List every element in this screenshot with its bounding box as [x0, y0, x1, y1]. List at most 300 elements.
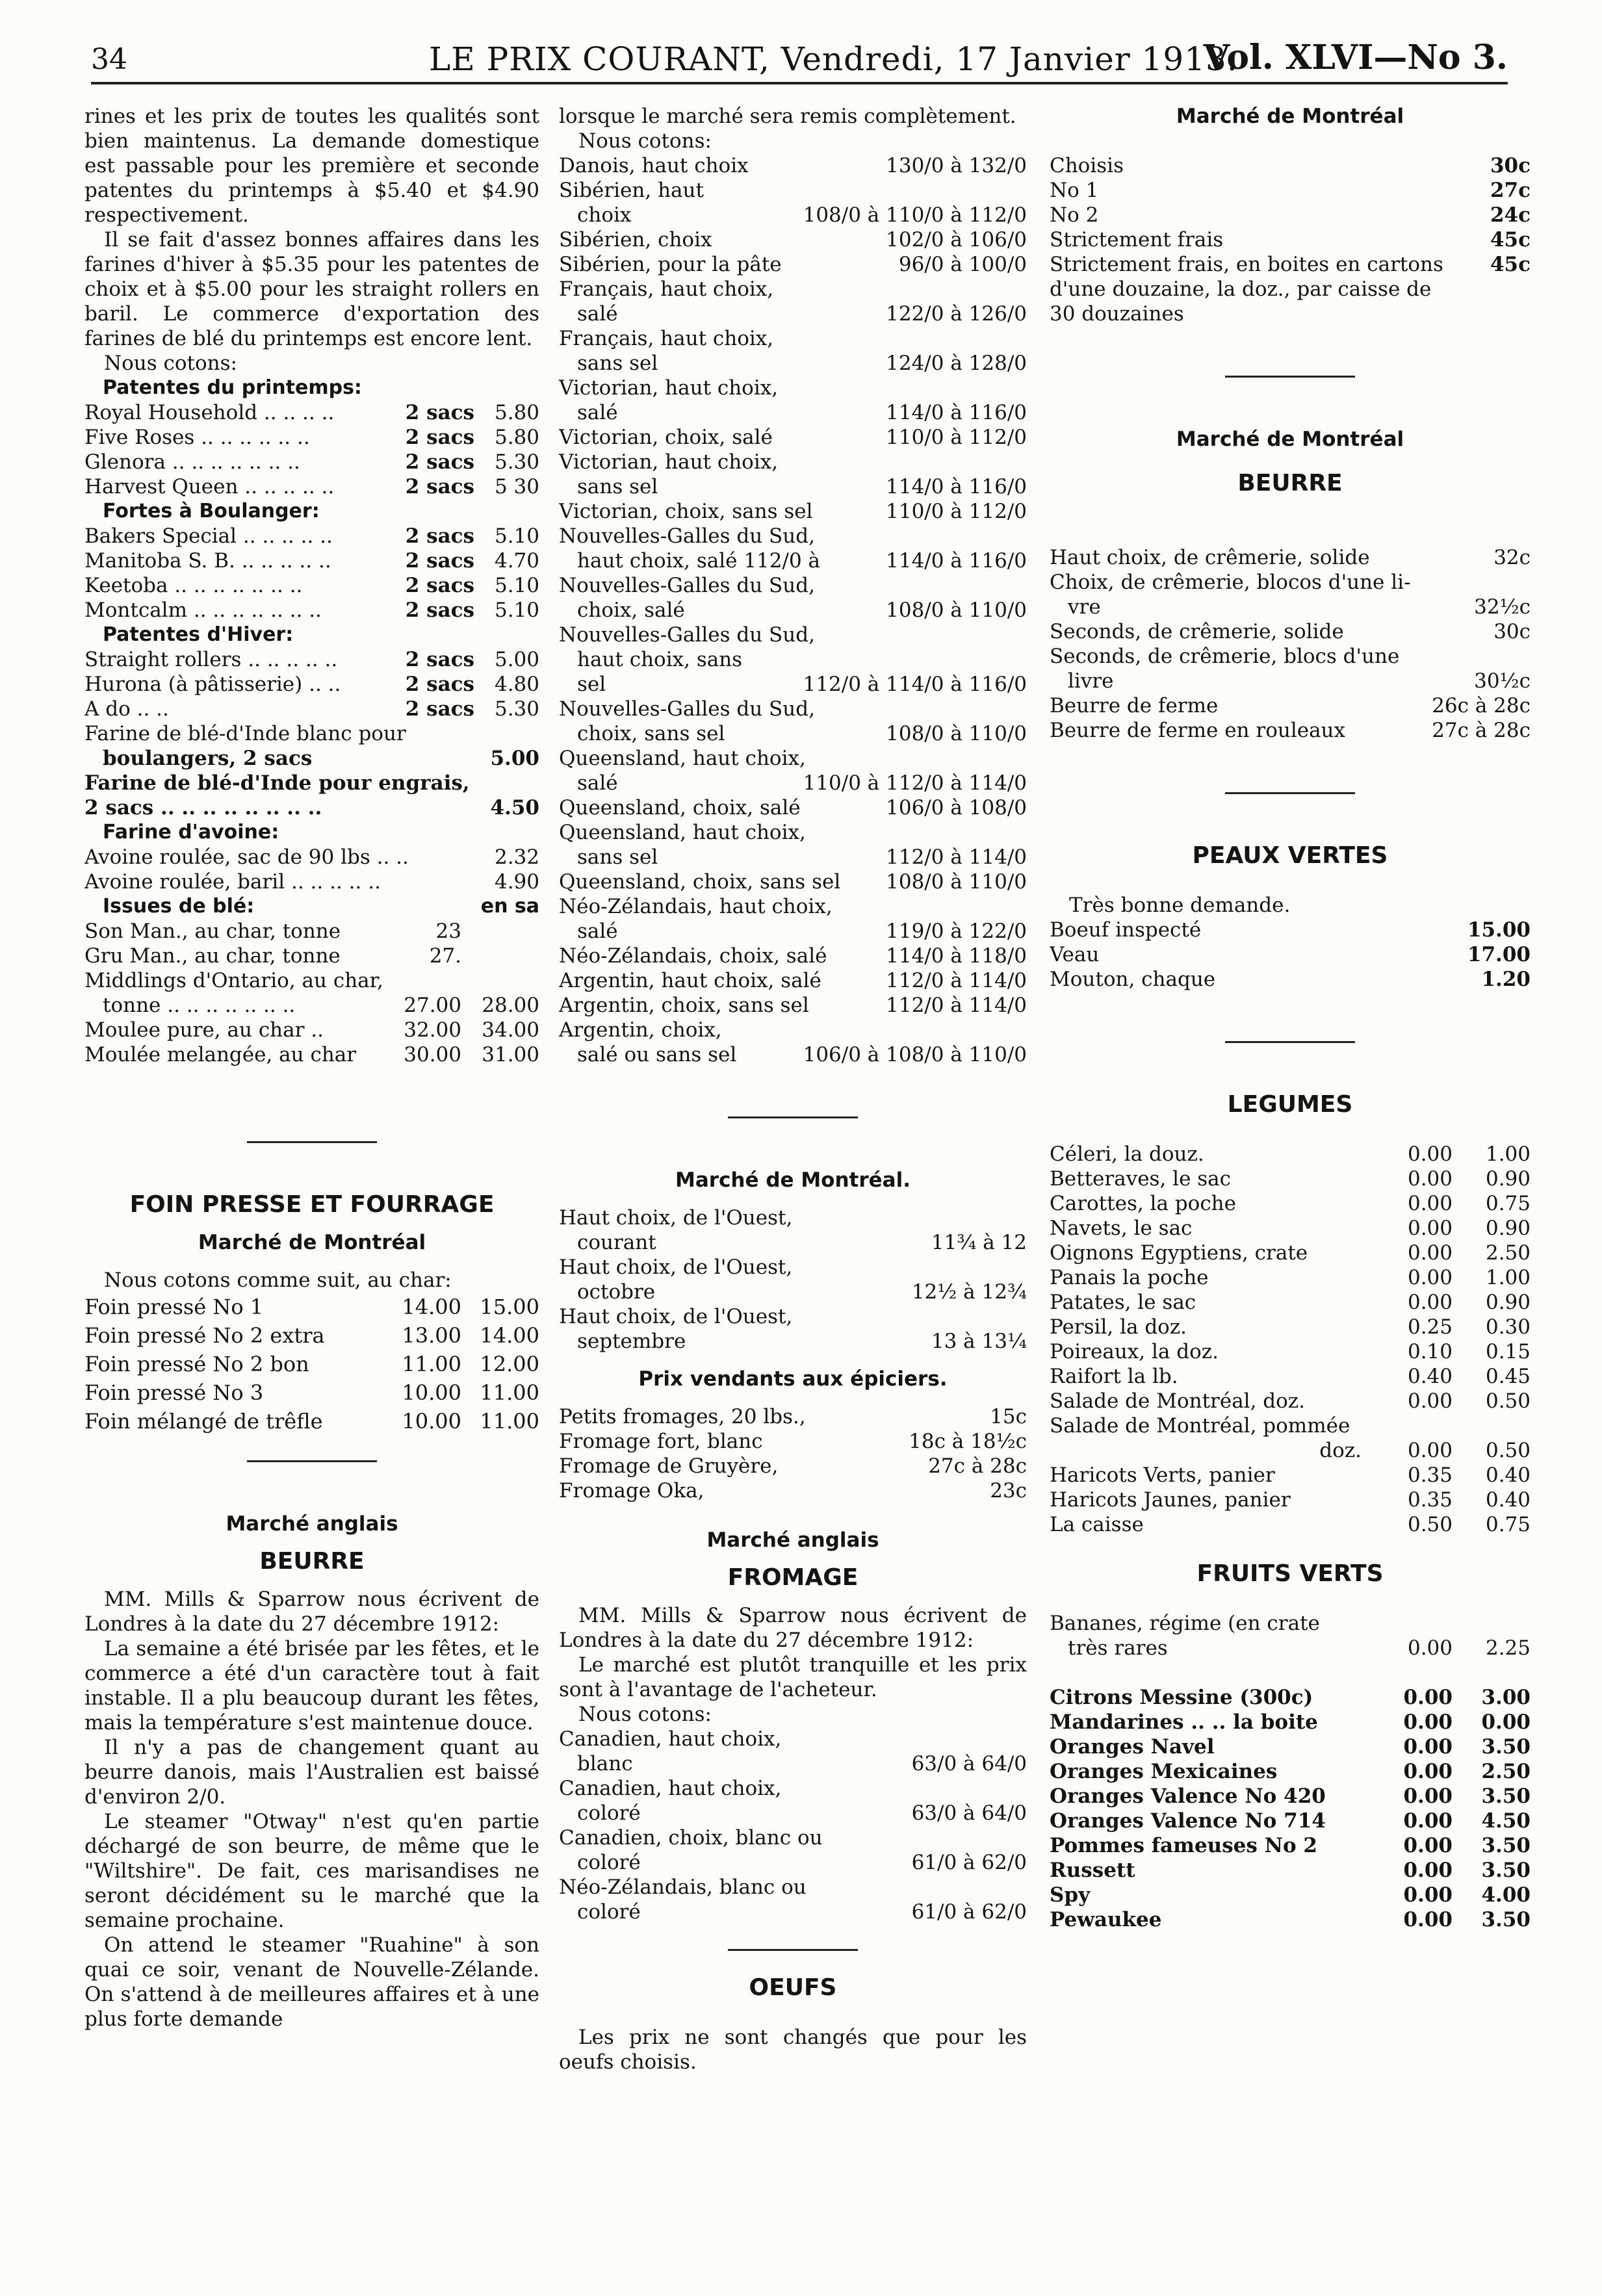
column-3	[1050, 104, 1531, 2281]
ble-inde-engrais-line: Farine de blé-d'Inde pour engrais,	[84, 771, 470, 795]
price-low: 0.00	[1403, 1859, 1453, 1882]
entry-price-row	[559, 252, 1027, 277]
beurre-continued: lorsque le marché sera remis complètement.	[559, 105, 1016, 128]
price-row	[1050, 1735, 1531, 1759]
price-row	[84, 1293, 539, 1321]
entry-price: 27c à 28c	[1432, 719, 1531, 742]
entry-line: Seconds, de crêmerie, blocs d'une	[1050, 645, 1400, 668]
price-low: 0.00	[1407, 1217, 1453, 1240]
item-name: Oignons Egyptiens, crate	[1050, 1241, 1308, 1265]
price-entry	[559, 450, 1027, 499]
nous-cotons-label: Nous cotons:	[578, 129, 712, 153]
price-row	[1050, 967, 1531, 992]
entry-price-row	[559, 1850, 1027, 1875]
product-qty: 2 sacs	[405, 450, 474, 474]
price-row	[1050, 178, 1531, 203]
price-row	[1050, 1907, 1531, 1932]
entry-price-row	[559, 1751, 1027, 1776]
nous-cotons-label: Nous cotons:	[104, 352, 237, 375]
beurre-list	[1050, 545, 1531, 743]
entry-price: 112/0 à 114/0	[886, 845, 1027, 869]
entry-price: 119/0 à 122/0	[886, 920, 1027, 943]
price-entry	[559, 178, 1027, 227]
price-entry	[559, 870, 1027, 894]
oeufs-boite-row	[1050, 252, 1531, 326]
entry-line: Néo-Zélandais, choix, salé	[559, 944, 827, 968]
entry-line: Queensland, choix, sans sel	[559, 870, 841, 894]
item-name: Persil, la doz.	[1050, 1315, 1187, 1339]
item-name: Choisis	[1050, 154, 1124, 177]
entry-line: Beurre de ferme	[1050, 694, 1219, 717]
ble-inde-blanc-line: Farine de blé-d'Inde blanc pour	[84, 722, 406, 745]
entry-line: Nouvelles-Galles du Sud,	[559, 524, 815, 548]
entry-line: sans sel	[577, 845, 658, 869]
price-row	[84, 944, 539, 968]
product-price: 5.30	[494, 450, 539, 474]
entry-price-row	[559, 425, 1027, 450]
product-name: Harvest Queen .. .. .. .. ..	[84, 475, 335, 498]
price-row	[1050, 1191, 1531, 1216]
entry-line: Canadien, haut choix,	[559, 1777, 782, 1800]
beurre-paragraph-3: Il n'y a pas de changement quant au beurre danois, mais l'Australien est baissé d'environ 2/0.	[84, 1736, 539, 1809]
price-low: 23	[435, 920, 461, 943]
entry-price: 114/0 à 116/0	[886, 549, 1027, 573]
entry-price: 124/0 à 128/0	[886, 352, 1027, 375]
entry-price: 108/0 à 110/0 à 112/0	[803, 203, 1027, 227]
price-low: 0.00	[1403, 1809, 1453, 1833]
foin-intro: Nous cotons comme suit, au char:	[104, 1269, 452, 1292]
product-name: Hurona (à pâtisserie) .. ..	[84, 673, 341, 696]
oeufs-text: Les prix ne sont changés que pour les oeufs choisis.	[559, 2026, 1027, 2074]
item-name: Foin pressé No 2 bon	[84, 1352, 309, 1376]
entry-price-row	[1050, 693, 1531, 718]
price-row	[84, 1321, 539, 1350]
price-low: 10.00	[402, 1409, 461, 1434]
entry-price: 106/0 à 108/0 à 110/0	[803, 1043, 1027, 1066]
entry-price-row	[1050, 718, 1531, 743]
middlings-line: Middlings d'Ontario, au char,	[84, 969, 383, 992]
price-high: 0.90	[1485, 1217, 1531, 1240]
price-row	[1050, 1167, 1531, 1191]
entry-line: septembre	[577, 1330, 686, 1353]
flour-report-intro: rines et les prix de toutes les qualités sont bien maintenus. La demande domestique est passable pour les première et seconde patentes du printemps à $5.40 et $4.90 respectivement.	[84, 105, 539, 227]
price-row	[1050, 1241, 1531, 1265]
price-low: 14.00	[402, 1295, 461, 1319]
price-entry	[559, 425, 1027, 450]
issues-unit: en sa	[480, 895, 539, 918]
item-name: Oranges Mexicaines	[1050, 1760, 1278, 1783]
boulanger-list	[84, 524, 539, 623]
entry-line: coloré	[577, 1851, 641, 1874]
entry-price: 63/0 à 64/0	[911, 1801, 1027, 1825]
entry-line: Néo-Zélandais, blanc ou	[559, 1876, 807, 1899]
price-row	[1050, 1858, 1531, 1883]
price-high: 0.75	[1485, 1513, 1531, 1536]
price-high: 11.00	[480, 1409, 539, 1434]
price-row	[84, 845, 539, 870]
product-price: 5 30	[494, 475, 539, 498]
price-entry	[559, 524, 1027, 573]
entry-price-row	[559, 870, 1027, 894]
price-row	[84, 919, 539, 944]
product-qty: 2 sacs	[405, 524, 474, 548]
anglais-title: Marché anglais	[706, 1529, 879, 1552]
entry-price: 110/0 à 112/0 à 114/0	[803, 771, 1027, 795]
issues-heading-row	[84, 894, 539, 919]
entry-line: Haut choix, de l'Ouest,	[559, 1305, 793, 1328]
entry-line: Queensland, choix, salé	[559, 796, 801, 819]
fortes-boulanger-heading: Fortes à Boulanger:	[103, 500, 320, 522]
price-high: 0.90	[1485, 1291, 1531, 1314]
salade-pommee-unit: doz.	[1319, 1439, 1362, 1462]
ble-inde-engrais-row	[84, 795, 539, 820]
price-entry	[1050, 693, 1531, 718]
butter-price-list	[559, 153, 1027, 1067]
bananes-p1: 0.00	[1407, 1636, 1453, 1660]
middlings-row	[84, 993, 539, 1018]
beurre-market: Marché de Montréal	[1176, 428, 1404, 451]
product-qty: 2 sacs	[405, 673, 474, 696]
bananes-note: très rares	[1068, 1636, 1168, 1660]
price-high: 3.50	[1481, 1859, 1531, 1882]
item-name: Céleri, la douz.	[1050, 1142, 1204, 1166]
entry-line: Victorian, choix, sans sel	[559, 500, 813, 523]
anglais-title: Marché anglais	[226, 1512, 398, 1536]
entry-price: 108/0 à 110/0	[886, 599, 1027, 622]
price-row	[84, 1018, 539, 1042]
price-entry	[559, 697, 1027, 746]
entry-line: Victorian, haut choix,	[559, 376, 779, 400]
product-qty: 2 sacs	[405, 549, 474, 573]
price-entry	[559, 623, 1027, 697]
entry-line: sans sel	[577, 352, 658, 375]
entry-price-row	[559, 993, 1027, 1018]
item-price: 24c	[1490, 203, 1531, 227]
entry-line: Choix, de crêmerie, blocos d'une li-	[1050, 571, 1411, 594]
entry-price-row	[559, 499, 1027, 524]
entry-line: Nouvelles-Galles du Sud,	[559, 623, 815, 647]
price-high: 0.15	[1485, 1340, 1531, 1363]
entry-line: salé	[577, 920, 618, 943]
entry-price: 122/0 à 126/0	[886, 302, 1027, 326]
salade-pommee-p1: 0.00	[1407, 1439, 1453, 1462]
item-name: Fromage Oka,	[559, 1479, 704, 1503]
price-high: 0.45	[1485, 1365, 1531, 1388]
entry-price-row	[559, 203, 1027, 227]
product-qty: 2 sacs	[405, 599, 474, 622]
beurre-paragraph-2: La semaine a été brisée par les fêtes, et le commerce a été d'un caractère tout à fait instable. Il a plu beaucoup durant les fêtes, mais la température s'est maintenue douce.	[84, 1637, 539, 1735]
entry-price: 112/0 à 114/0	[886, 994, 1027, 1017]
entry-line: salé ou sans sel	[577, 1043, 737, 1066]
item-name: Fromage de Gruyère,	[559, 1454, 779, 1478]
price-row	[1050, 918, 1531, 942]
foin-list	[84, 1293, 539, 1436]
bananes-p2: 2.25	[1485, 1636, 1531, 1660]
flour-row	[84, 573, 539, 598]
price-low: 0.35	[1407, 1464, 1453, 1487]
item-price: 45c	[1490, 228, 1531, 252]
entry-price: 110/0 à 112/0	[886, 500, 1027, 523]
entry-line: Haut choix, de l'Ouest,	[559, 1256, 793, 1279]
epiciers-title: Prix vendants aux épiciers.	[638, 1367, 948, 1391]
price-high: 3.50	[1481, 1908, 1531, 1931]
product-name: Keetoba .. .. .. .. .. .. ..	[84, 574, 303, 597]
price-low: 0.00	[1407, 1192, 1453, 1215]
entry-price: 102/0 à 106/0	[886, 228, 1027, 252]
middlings-label: tonne .. .. .. .. .. .. ..	[103, 994, 296, 1017]
price-row	[1050, 153, 1531, 178]
entry-line: vre	[1068, 595, 1101, 619]
ble-inde-blanc-price: 5.00	[490, 747, 539, 770]
price-low: 0.00	[1403, 1908, 1453, 1931]
fromage-cotons: Nous cotons:	[578, 1703, 712, 1726]
price-row	[559, 1429, 1027, 1454]
item-name: Avoine roulée, sac de 90 lbs .. ..	[84, 845, 409, 869]
salade-pommee-line: Salade de Montréal, pommée	[1050, 1414, 1350, 1438]
entry-price-row	[559, 351, 1027, 376]
oeufs-list	[1050, 153, 1531, 252]
entry-price-row	[559, 1280, 1027, 1304]
entry-line: Sibérien, choix	[559, 228, 712, 252]
column-1	[84, 104, 539, 2281]
entry-price: 114/0 à 116/0	[886, 401, 1027, 424]
price-entry	[559, 1304, 1027, 1354]
product-price: 5.00	[494, 648, 539, 671]
item-name: Pewaukee	[1050, 1908, 1162, 1931]
flour-row	[84, 598, 539, 623]
price-row	[1050, 1364, 1531, 1389]
entry-line: Argentin, choix, sans sel	[559, 994, 809, 1017]
price-low: 0.00	[1403, 1686, 1453, 1709]
fruits-title: FRUITS VERTS	[1196, 1560, 1384, 1587]
item-name: Gru Man., au char, tonne	[84, 944, 341, 968]
item-price: 15.00	[1467, 918, 1531, 942]
price-high: 14.00	[480, 1323, 539, 1348]
entry-price-row	[1050, 595, 1531, 619]
patentes-hiver-heading: Patentes d'Hiver:	[103, 623, 294, 646]
price-row	[1050, 1809, 1531, 1833]
product-price: 5.80	[494, 401, 539, 424]
entry-line: Canadien, haut choix,	[559, 1727, 782, 1751]
peaux-intro: Très bonne demande.	[1069, 894, 1291, 917]
entry-line: coloré	[577, 1801, 641, 1825]
item-name: Oranges Navel	[1050, 1735, 1215, 1759]
price-low: 0.25	[1407, 1315, 1453, 1339]
ble-inde-engrais-price: 4.50	[490, 796, 539, 819]
price-row	[1050, 203, 1531, 227]
ble-inde-blanc-row	[84, 746, 539, 771]
middlings-price-high: 28.00	[482, 994, 539, 1017]
price-entry	[559, 1776, 1027, 1825]
item-name: No 1	[1050, 179, 1099, 202]
price-entry	[559, 326, 1027, 376]
entry-price-row	[559, 1900, 1027, 1924]
entry-line: Victorian, haut choix,	[559, 450, 779, 474]
entry-line: Seconds, de crêmerie, solide	[1050, 620, 1344, 643]
product-qty: 2 sacs	[405, 697, 474, 721]
item-name: Oranges Valence No 714	[1050, 1809, 1326, 1833]
oeufs-market: Marché de Montréal	[1176, 105, 1404, 128]
entry-price: 108/0 à 110/0	[886, 722, 1027, 745]
item-name: Fromage fort, blanc	[559, 1430, 763, 1453]
entry-price: 112/0 à 114/0 à 116/0	[803, 673, 1027, 696]
price-row	[559, 1404, 1027, 1429]
entry-price-row	[559, 227, 1027, 252]
entry-line: choix	[577, 203, 632, 227]
item-name: Foin mélangé de trêfle	[84, 1409, 323, 1434]
price-entry	[559, 252, 1027, 277]
moulee-list	[84, 1018, 539, 1067]
price-low: 0.35	[1407, 1488, 1453, 1512]
item-name: Spy	[1050, 1883, 1091, 1907]
price-entry	[559, 1875, 1027, 1924]
epiciers-list	[559, 1404, 1027, 1503]
hiver-list	[84, 647, 539, 721]
entry-line: Néo-Zélandais, haut choix,	[559, 895, 833, 918]
entry-line: Sibérien, haut	[559, 179, 704, 202]
price-low: 30.00	[404, 1043, 461, 1066]
price-row	[1050, 1512, 1531, 1537]
price-row	[1050, 1339, 1531, 1364]
entry-price-row	[559, 845, 1027, 870]
item-name: Mouton, chaque	[1050, 968, 1216, 991]
fromage-market: Marché de Montréal.	[675, 1168, 911, 1192]
product-name: Glenora .. .. .. .. .. .. ..	[84, 450, 300, 474]
price-high: 3.50	[1481, 1834, 1531, 1857]
price-low: 0.00	[1403, 1785, 1453, 1808]
entry-price: 61/0 à 62/0	[911, 1900, 1027, 1924]
entry-price: 106/0 à 108/0	[886, 796, 1027, 819]
flour-row	[84, 672, 539, 697]
price-low: 27.	[429, 944, 461, 968]
item-price: 23c	[990, 1479, 1027, 1503]
price-high: 0.90	[1485, 1167, 1531, 1191]
price-entry	[559, 227, 1027, 252]
entry-price-row	[559, 598, 1027, 623]
price-entry	[559, 746, 1027, 795]
beurre-paragraph-4: Le steamer "Otway" n'est qu'en partie déchargé de son beurre, de même que le "Wiltshire". De fait, ces marisandises ne seront décidément su le marché que la semaine prochaine.	[84, 1810, 539, 1932]
printemps-list	[84, 400, 539, 499]
price-low: 11.00	[402, 1352, 461, 1376]
entry-line: Français, haut choix,	[559, 277, 774, 301]
price-low: 0.00	[1403, 1710, 1453, 1734]
product-price: 5.10	[494, 574, 539, 597]
price-row	[559, 1478, 1027, 1503]
item-name: Son Man., au char, tonne	[84, 920, 341, 943]
item-price: 27c	[1490, 179, 1531, 202]
price-high: 0.30	[1485, 1315, 1531, 1339]
entry-line: Haut choix, de l'Ouest,	[559, 1206, 793, 1230]
entry-line: sans sel	[577, 475, 658, 498]
price-low: 0.00	[1403, 1834, 1453, 1857]
beurre-title: BEURRE	[259, 1548, 365, 1575]
foin-market: Marché de Montréal	[198, 1231, 426, 1254]
price-low: 0.40	[1407, 1365, 1453, 1388]
price-low: 0.00	[1407, 1291, 1453, 1314]
entry-price: 26c à 28c	[1432, 694, 1531, 717]
fromage-title: FROMAGE	[727, 1564, 859, 1591]
fromage-paragraph-1: MM. Mills & Sparrow nous écrivent de Londres à la date du 27 décembre 1912:	[559, 1604, 1027, 1652]
flour-report-text: Il se fait d'assez bonnes affaires dans les farines d'hiver à $5.35 pour les patentes de choix et à $5.00 pour les straight rollers en baril. Le commerce d'exportation des farines de blé du printemps est encore lent.	[84, 228, 539, 350]
oeufs-title: OEUFS	[749, 1974, 837, 2001]
price-entry	[559, 376, 1027, 425]
product-qty: 2 sacs	[405, 475, 474, 498]
item-price: 27c à 28c	[928, 1454, 1027, 1478]
price-high: 0.40	[1485, 1464, 1531, 1487]
price-entry	[1050, 644, 1531, 693]
entry-line: Français, haut choix,	[559, 327, 774, 350]
entry-line: Queensland, haut choix,	[559, 747, 806, 770]
entry-price: 11¾ à 12	[931, 1231, 1027, 1254]
entry-line: Argentin, choix,	[559, 1018, 722, 1042]
price-entry	[559, 277, 1027, 326]
entry-line: Danois, haut choix	[559, 154, 749, 177]
price-high: 0.00	[1481, 1710, 1531, 1734]
entry-price-row	[559, 771, 1027, 795]
entry-line: salé	[577, 771, 618, 795]
price-high: 0.75	[1485, 1192, 1531, 1215]
entry-price: 114/0 à 116/0	[886, 475, 1027, 498]
entry-line: Beurre de ferme en rouleaux	[1050, 719, 1346, 742]
price-entry	[1050, 619, 1531, 644]
beurre-paragraph-1: MM. Mills & Sparrow nous écrivent de Londres à la date du 27 décembre 1912:	[84, 1588, 539, 1636]
item-name: Foin pressé No 1	[84, 1295, 264, 1319]
item-name: Pommes fameuses No 2	[1050, 1834, 1318, 1857]
price-entry	[559, 1018, 1027, 1067]
entry-line: sel	[577, 673, 606, 696]
item-name: Patates, le sac	[1050, 1291, 1196, 1314]
item-price: 15c	[990, 1405, 1027, 1428]
entry-price: 130/0 à 132/0	[886, 154, 1027, 177]
item-name: Haricots Verts, panier	[1050, 1464, 1275, 1487]
entry-line: Haut choix, de crêmerie, solide	[1050, 546, 1370, 569]
item-name: Oranges Valence No 420	[1050, 1785, 1326, 1808]
entry-price-row	[559, 1329, 1027, 1354]
price-low: 0.00	[1403, 1735, 1453, 1759]
fromage-anglais-list	[559, 1727, 1027, 1924]
header-rule	[91, 82, 1508, 84]
price-entry	[559, 795, 1027, 820]
entry-line: choix, sans sel	[577, 722, 725, 745]
page-header	[91, 26, 1508, 84]
item-name: No 2	[1050, 203, 1099, 227]
entry-line: coloré	[577, 1900, 641, 1924]
price-low: 32.00	[404, 1018, 461, 1042]
avoine-list	[84, 845, 539, 894]
flour-row	[84, 425, 539, 450]
entry-price-row	[1050, 619, 1531, 644]
price-row	[84, 1350, 539, 1378]
price-high: 1.00	[1485, 1266, 1531, 1289]
flour-row	[84, 450, 539, 474]
price-row	[1050, 1315, 1531, 1339]
item-name: Foin pressé No 2 extra	[84, 1323, 325, 1348]
price-row	[1050, 1685, 1531, 1710]
entry-price: 63/0 à 64/0	[911, 1752, 1027, 1775]
price-entry	[559, 573, 1027, 623]
ble-inde-engrais-label: 2 sacs .. .. .. .. .. .. .. ..	[84, 796, 322, 819]
item-name: La caisse	[1050, 1513, 1144, 1536]
price-row	[1050, 1142, 1531, 1167]
item-price: 18c à 18½c	[909, 1430, 1027, 1453]
item-name: Betteraves, le sac	[1050, 1167, 1232, 1191]
price-row	[84, 1378, 539, 1407]
price-low: 13.00	[402, 1323, 461, 1348]
item-name: Panais la poche	[1050, 1266, 1209, 1289]
price-row	[84, 870, 539, 894]
price-entry	[559, 499, 1027, 524]
product-name: Straight rollers .. .. .. .. ..	[84, 648, 338, 671]
